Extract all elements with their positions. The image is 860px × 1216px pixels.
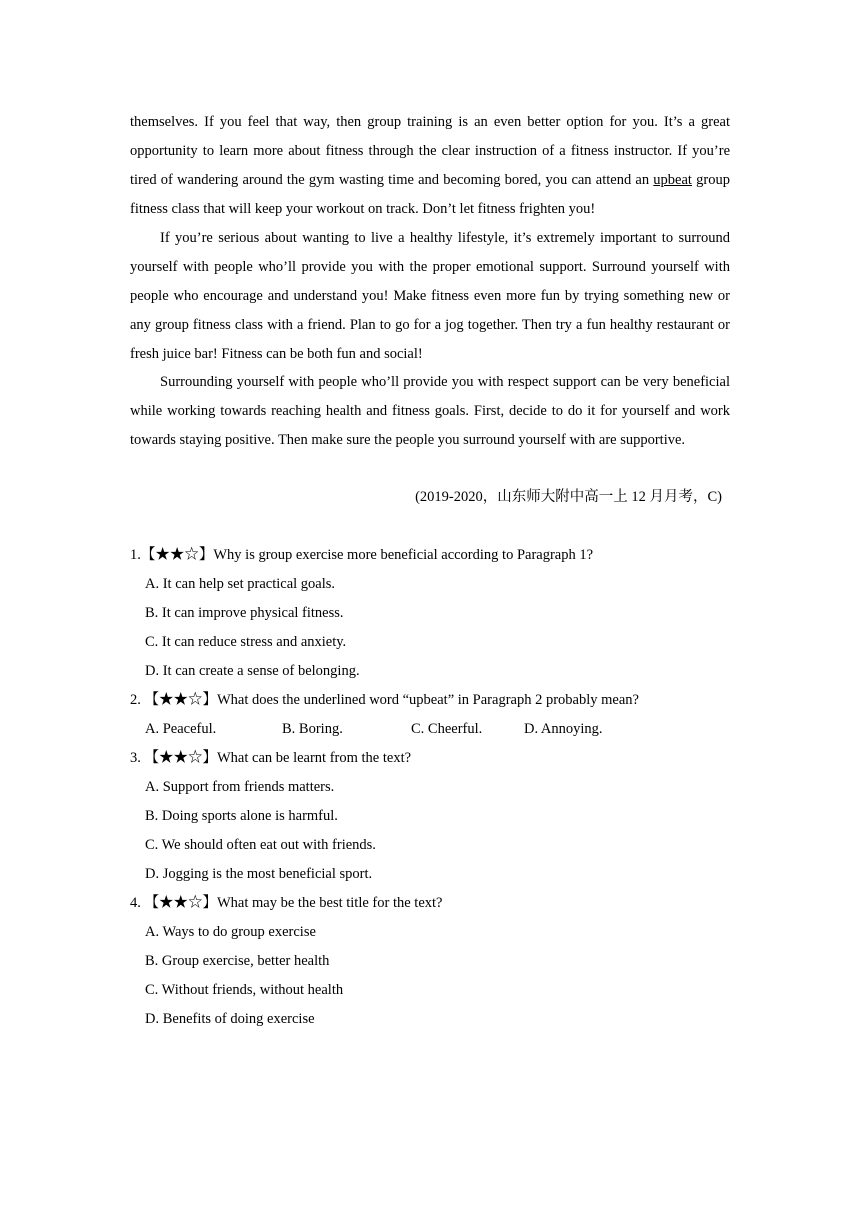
question-4-option-b: B. Group exercise, better health <box>145 953 330 969</box>
question-2-option-a: A. Peaceful. <box>145 721 217 737</box>
question-1-option-d: D. It can create a sense of belonging. <box>145 663 360 679</box>
question-1-option-b: B. It can improve physical fitness. <box>145 605 344 621</box>
question-2-option-d: D. Annoying. <box>524 721 603 737</box>
question-4-option-d: D. Benefits of doing exercise <box>145 1011 315 1027</box>
question-2-options <box>130 715 730 744</box>
underlined-word-upbeat: upbeat <box>653 172 692 188</box>
question-2-option-c: C. Cheerful. <box>411 721 483 737</box>
question-list <box>130 541 730 1034</box>
passage-paragraph-3: Surrounding yourself with people who’ll provide you with respect support can be very beneficial while working towards reaching health and fitness goals. First, decide to do it for yourself and work towards staying positive. Then make sure the people you surround yourself with are supportive. <box>130 374 730 448</box>
question-3-stem: 3. 【★★☆】What can be learnt from the text? <box>130 750 412 766</box>
paragraph-1-text-before: themselves. If you feel that way, then group training is an even better option for you. It’s a great opportunity to learn more about fitness through the clear instruction of a fitness instructor. If you’re tired of wandering around the gym wasting time and becoming bored, you can attend an <box>130 114 730 188</box>
question-3-option-a: A. Support from friends matters. <box>145 779 335 795</box>
source-citation: (2019-2020，山东师大附中高一上 12 月月考，C) <box>415 489 722 505</box>
question-3-option-b: B. Doing sports alone is harmful. <box>145 808 338 824</box>
question-1-stem: 1.【★★☆】Why is group exercise more beneficial according to Paragraph 1? <box>130 547 594 563</box>
passage-paragraph-2: If you’re serious about wanting to live a healthy lifestyle, it’s extremely important to surround yourself with people who’ll provide you with the proper emotional support. Surround yourself with people who encourage and understand you! Make fitness even more fun by trying something new or any group fitness class with a friend. Plan to go for a jog together. Then try a fun healthy restaurant or fresh juice bar! Fitness can be both fun and social! <box>130 230 730 362</box>
question-2-option-b: B. Boring. <box>282 721 343 737</box>
passage-paragraph-1 <box>130 108 730 224</box>
question-1-option-a: A. It can help set practical goals. <box>145 576 336 592</box>
question-4-stem: 4. 【★★☆】What may be the best title for the text? <box>130 895 443 911</box>
paragraph-1-text-after: group fitness class that will keep your workout on track. Don’t let fitness frighten you! <box>130 172 730 217</box>
question-4-option-c: C. Without friends, without health <box>145 982 344 998</box>
question-2-stem: 2. 【★★☆】What does the underlined word “upbeat” in Paragraph 2 probably mean? <box>130 692 639 708</box>
question-1-option-c: C. It can reduce stress and anxiety. <box>145 634 347 650</box>
question-3-option-c: C. We should often eat out with friends. <box>145 837 376 853</box>
question-4-option-a: A. Ways to do group exercise <box>145 924 316 940</box>
question-3-option-d: D. Jogging is the most beneficial sport. <box>145 866 373 882</box>
